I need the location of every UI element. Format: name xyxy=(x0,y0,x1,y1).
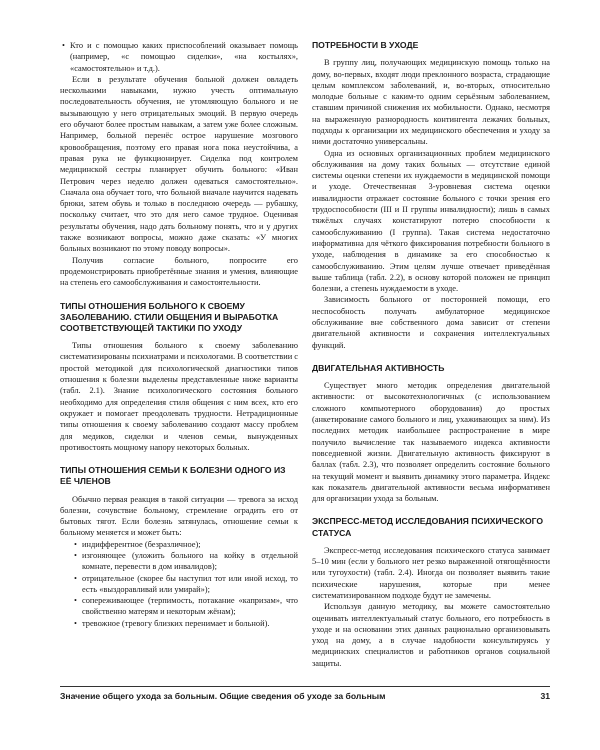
list-item-text: Кто и с помощью каких приспособлений оказывает помощь (например, «с помощью сиделки», «на костылях», «самостоятельно» и т.д.). xyxy=(70,41,298,73)
page-number: 31 xyxy=(540,691,550,701)
section-heading: ТИПЫ ОТНОШЕНИЯ СЕМЬИ К БОЛЕЗНИ ОДНОГО ИЗ ЕЁ ЧЛЕНОВ xyxy=(60,465,286,487)
list-item: • отрицательное (скорее бы наступил тот или иной исход, то есть «выздоравливай или умирай»); xyxy=(74,573,298,594)
paragraph: Обычно первая реакция в такой ситуации — тревога за исход болезни, сочувствие больному, стремление оградить его от бытовых тягот. Если болезнь затянулась, отношение семьи к больному меняется и может быть: xyxy=(60,494,298,538)
paragraph: В группу лиц, получающих медицинскую помощь только на дому, во-первых, входят люди преклонного возраста, страдающие целым комплексом заболеваний, и, во-вторых, относительно молодые больные с каким-то одним серьёзным заболеванием, ставшим причиной снижения их мобильности. Однако, несмотря на выраженную разнородность контингента лежачих больных, подходы к организации их медицинского обеспечения и уходу за ними достаточно универсальны. xyxy=(312,58,550,147)
list-item: • тревожное (тревогу близких перенимает и больной). xyxy=(74,618,270,628)
footer-title: Значение общего ухода за больным. Общие сведения об уходе за больным xyxy=(60,691,386,701)
top-bullet-list xyxy=(60,40,298,74)
list-item: • сопереживающее (терпимость, потакание «капризам», что свойственно матерям и некоторым жёнам); xyxy=(74,596,298,617)
family-attitude-list xyxy=(60,539,298,629)
section-heading: ПОТРЕБНОСТИ В УХОДЕ xyxy=(312,40,419,50)
list-item: • индифферентное (безразличное); xyxy=(74,539,201,549)
paragraph: Если в результате обучения больной должен овладеть несколькими навыками, нужно учесть оптимальную последовательность обучения, не утомляющую больного и не вызывающую у него отрицательных эмоций. В первую очередь его обучают более простым навыкам, а затем уже более сложным. Например, больной перенёс острое нарушение мозгового кровообращения, поэтому его правая нога пока неустойчива, а правая рука не функционирует. Сиделка под контролем медицинской сестры планирует обучить больного: «Иван Петрович через неделю должен одеваться самостоятельно». Сначала она обучает того, что больной вначале научится надевать брюки, затем обувь и только в последнюю очередь — рубашку, поскольку считает, что это для него самое трудное. Оценивая результаты обучения, надо дать больному понять, что и у других также возникают вопросы, можно даже сказать: «У многих больных возникают по этому поводу вопросы». xyxy=(60,74,298,254)
left-column xyxy=(60,40,298,629)
list-item: • изгоняющее (уложить больного на койку в отдельной комнате, перевести в дом инвалидов); xyxy=(74,551,298,572)
list-item-text: изгоняющее (уложить больного на койку в отдельной комнате, перевести в дом инвалидов); xyxy=(82,551,298,572)
right-column xyxy=(312,40,550,669)
list-item: • Кто и с помощью каких приспособлений оказывает помощь (например, «с помощью сиделки», «на костылях», «самостоятельно» и т.д.). xyxy=(62,41,298,73)
paragraph: Используя данную методику, вы можете самостоятельно оценивать интеллектуальный статус больного, его потребность в уходе и на основании этих данных рационально организовывать уход на дому, а в случае надобности консультируясь у медицинских специалистов и работников органов социальной защиты. xyxy=(312,602,550,668)
list-item-text: сопереживающее (терпимость, потакание «капризам», что свойственно матерям и некоторым жёнам); xyxy=(82,596,298,617)
paragraph: Экспресс-метод исследования психического статуса занимает 5–10 мин (если у больного нет резко выраженной отягощённости или тугоухости) (табл. 2.4). Иногда он позволяет выявить такие психические нарушения, которые при менее систематизированном подходе будут не замечены. xyxy=(312,545,550,600)
list-item-text: тревожное (тревогу близких перенимает и больной). xyxy=(82,618,270,628)
paragraph: Зависимость больного от посторонней помощи, его неспособность получать амбулаторное медицинское обслуживание вне собственного дома зависит от степени двигательной активности и сохранения интеллектуальных функций. xyxy=(312,295,550,350)
section-heading: ДВИГАТЕЛЬНАЯ АКТИВНОСТЬ xyxy=(312,362,445,373)
paragraph: Существует много методик определения двигательной активности: от высокотехнологичных (с использованием сложного компьютерного оборудования) до простых (анкетирование самого больного и лиц, ухаживающих за ним). Из последних методик наибольшее распространение в мире получило вычисление так называемого индекса активности повседневной жизни. Двигательную активность фиксируют в баллах (табл. 2.3), что позволяет определить состояние больного на текущий момент и выявить динамику этого параметра. Индекс как показатель двигательной активности весьма информативен для организации ухода за больным. xyxy=(312,381,550,504)
footer-divider xyxy=(60,686,550,687)
running-footer xyxy=(60,690,550,702)
list-item-text: отрицательное (скорее бы наступил тот или иной исход, то есть «выздоравливай или умирай»); xyxy=(82,573,298,594)
paragraph: Типы отношения больного к своему заболеванию систематизированы психиатрами и психологами. В соответствии с простой методикой для психологической диагностики типов отношения к болезни выделены представленные ниже варианты (табл. 2.1). Знание психологического состояния больного необходимо для определения стиля общения с ним всех, кто его окружает и помогает преодолевать трудности. Нетрадиционные типы отношения к своему заболеванию создают массу проблем для медиков, сиделки и членов семьи, вынужденных противостоять мощному напору некоторых больных. xyxy=(60,341,299,452)
section-heading: ЭКСПРЕСС-МЕТОД ИССЛЕДОВАНИЯ ПСИХИЧЕСКОГО СТАТУСА xyxy=(312,516,544,538)
paragraph: Одна из основных организационных проблем медицинского обслуживания на дому таких больных — отсутствие единой системы оценки степени их нуждаемости в медицинской помощи и уходе. Отечественная 3-уровневая система оценки инвалидности отражает состояние больного с точки зрения его трудоспособности (III и II группы инвалидности); лишь в самых тяжёлых случаях констатируют потерю способности к самообслуживанию (I группа). Такая система недостаточно информативна для чёткого фиксирования потребности больного в уходе, наблюдения в динамике за его способностью к самообслуживанию. Этим целям лучше отвечает приведённая выше таблица (табл. 2.2), в основу которой положен не принцип болезни, а степень нуждаемости в уходе. xyxy=(312,148,550,294)
section-heading: ТИПЫ ОТНОШЕНИЯ БОЛЬНОГО К СВОЕМУ ЗАБОЛЕВАНИЮ. СТИЛИ ОБЩЕНИЯ И ВЫРАБОТКА СООТВЕТСТВУЮЩЕЙ ТАКТИКИ ПО УХОДУ xyxy=(60,300,279,333)
paragraph: Получив согласие больного, попросите его продемонстрировать приобретённые знания и умения, влияющие на степень его самообслуживания и самостоятельности. xyxy=(60,255,298,288)
list-item-text: индифферентное (безразличное); xyxy=(82,539,201,549)
